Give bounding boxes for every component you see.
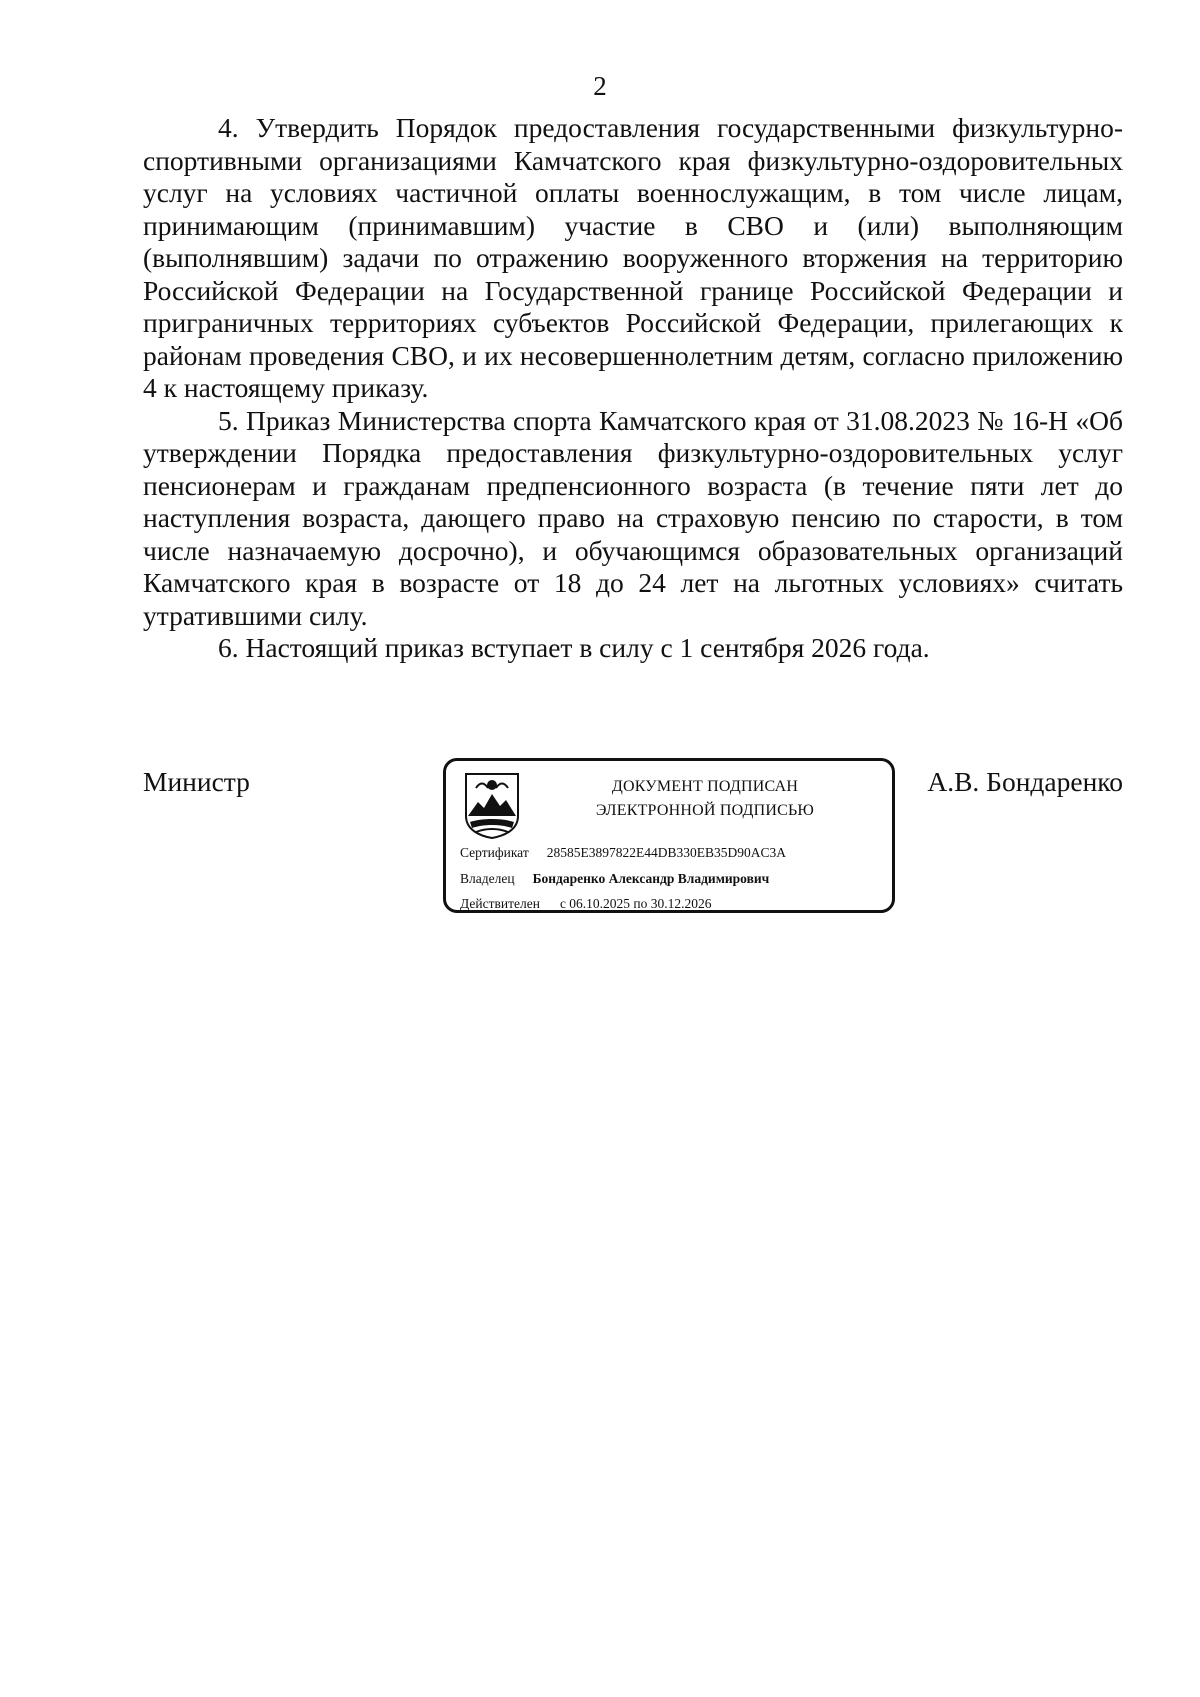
paragraph-4: 4. Утвердить Порядок предоставления государственными физкультурно-спортивными организациями Камчатского края физкультурно-оздоровительных услуг на условиях частичной оплаты военнослужащим, в том числе лицам, принимающим (принимавшим) участие в СВО и (или) выполняющим (выполнявшим) задачи по отражению вооруженного вторжения на территорию Российской Федерации на Государственной границе Российской Федерации и приграничных территориях субъектов Российской Федерации, прилегающих к районам проведения СВО, и их несовершеннолетним детям, согласно приложению 4 к настоящему приказу. [143,112,1123,403]
stamp-header-line-1: ДОКУМЕНТ ПОДПИСАН [611,778,799,795]
signatory-name: А.В. Бондаренко [927,766,1123,797]
signature-block [143,758,1123,928]
validity-line [460,895,712,913]
document-body [143,112,1123,665]
paragraph-6: 6. Настоящий приказ вступает в силу с 1 сентября 2026 года. [218,632,930,663]
certificate-value: 28585E3897822E44DB330EB35D90AC3A [546,845,786,860]
paragraph-5: 5. Приказ Министерства спорта Камчатского края от 31.08.2023 № 16-Н «Об утверждении Порядка предоставления физкультурно-оздоровительных услуг пенсионерам и гражданам предпенсионного возраста (в течение пяти лет до наступления возраста, дающего право на страховую пенсию по старости, в том числе назначаемую досрочно), и обучающимся образовательных организаций Камчатского края в возрасте от 18 до 24 лет на льготных условиях» считать утратившими силу. [143,404,1123,631]
signatory-title: Министр [143,766,250,797]
owner-line [460,870,769,888]
electronic-signature-stamp [443,758,895,913]
kamchatka-coat-of-arms-icon [462,772,522,840]
validity-label: Действителен [460,896,540,911]
owner-value: Бондаренко Александр Владимирович [532,871,770,886]
stamp-header [526,775,884,823]
certificate-label: Сертификат [460,845,529,860]
owner-label: Владелец [460,871,515,886]
certificate-line [460,844,786,862]
stamp-header-line-2: ЭЛЕКТРОННОЙ ПОДПИСЬЮ [595,802,815,819]
page-number: 2 [593,71,607,101]
validity-value: с 06.10.2025 по 30.12.2026 [559,896,712,911]
